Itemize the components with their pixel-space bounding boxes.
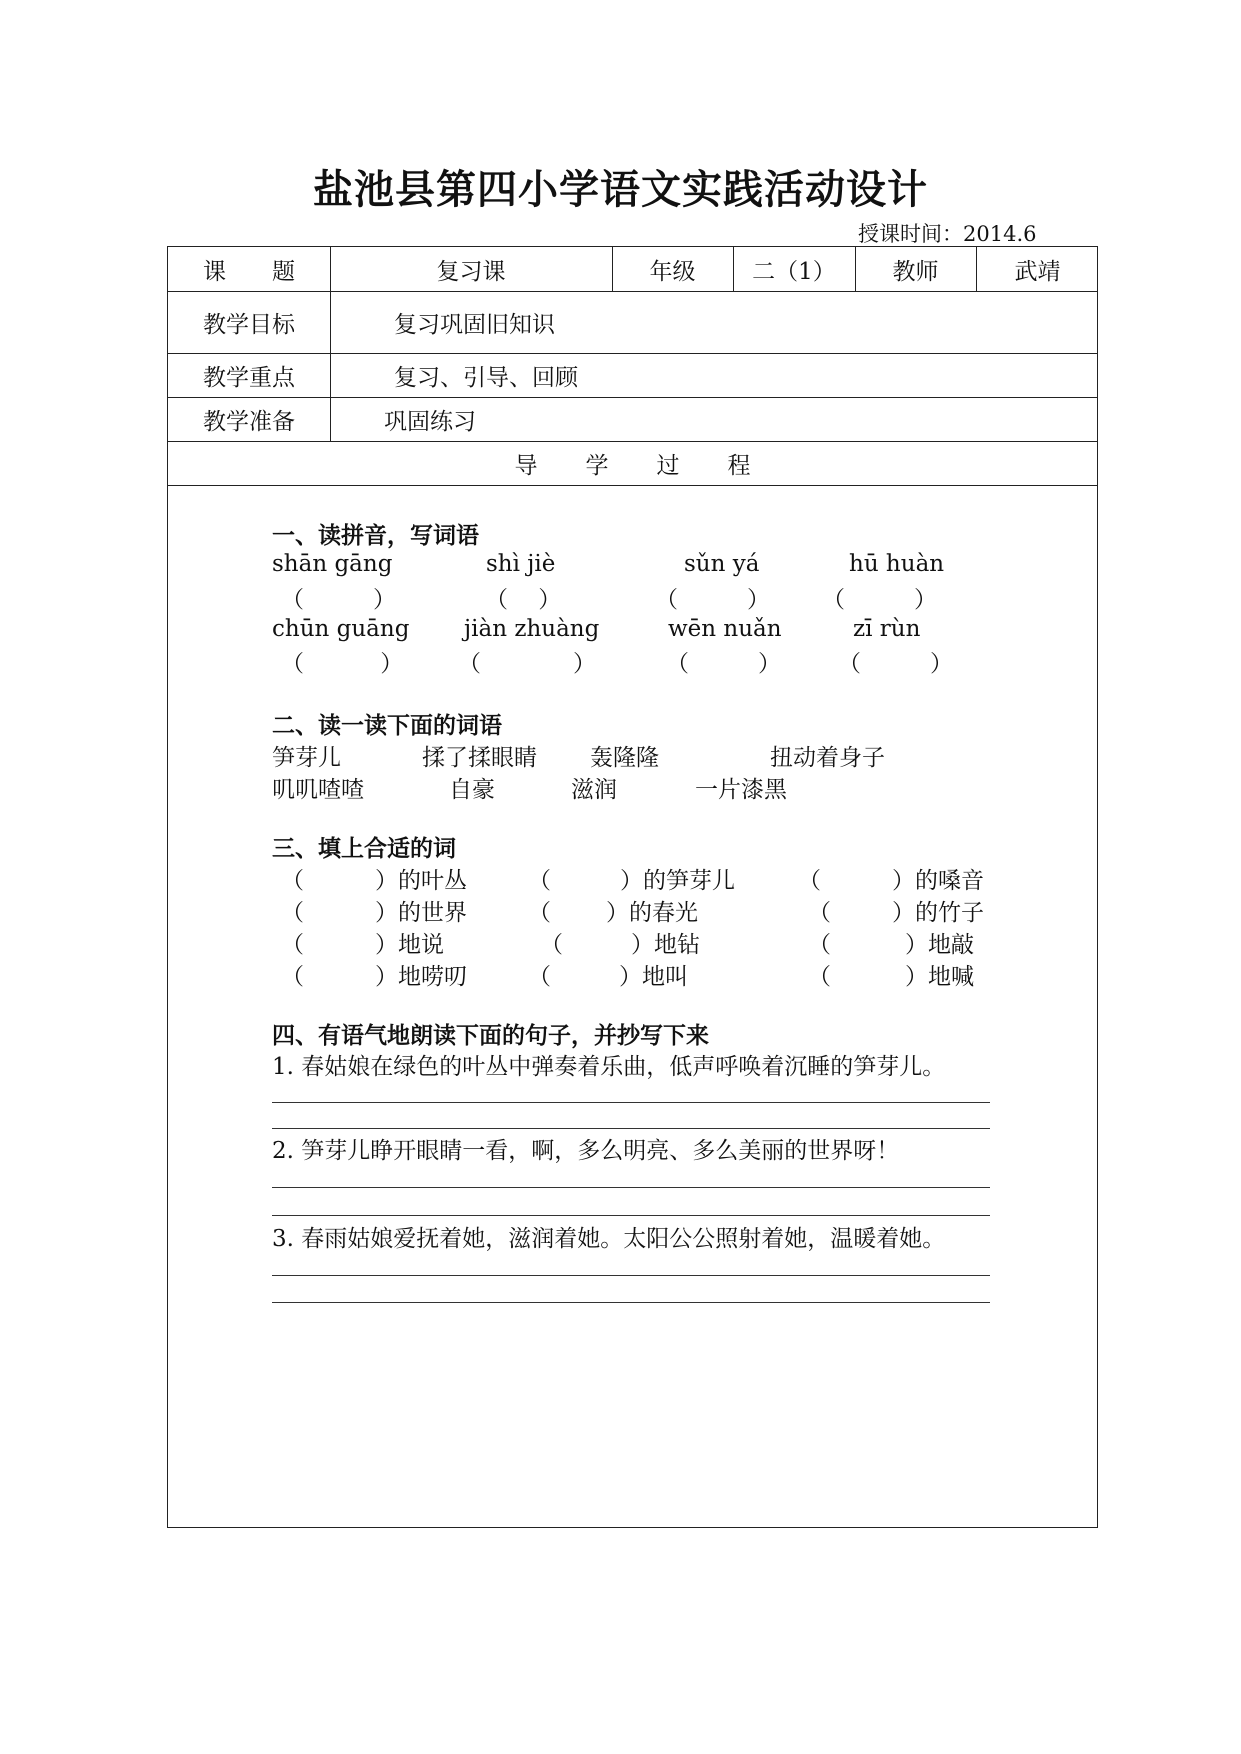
- section2-title: 二、读一读下面的词语: [272, 713, 502, 739]
- fill-phrase: ）地唠叨: [375, 964, 467, 990]
- writing-line: [272, 1102, 990, 1103]
- word: 轰隆隆: [590, 745, 659, 771]
- blank-parens: （ ）: [281, 587, 396, 613]
- word: 揉了揉眼睛: [422, 745, 537, 771]
- fill-phrase: ）的叶丛: [375, 868, 467, 894]
- blank-parens: （ ）: [666, 651, 781, 677]
- fill-phrase: ）的春光: [606, 900, 698, 926]
- section1-title: 一、读拼音，写词语: [272, 523, 479, 549]
- section3-title: 三、填上合适的词: [272, 836, 456, 862]
- page-title: 盐池县第四小学语文实践活动设计: [313, 166, 928, 213]
- prep-label: 教学准备: [203, 408, 295, 435]
- word: 笋芽儿: [272, 745, 341, 771]
- lesson-content: 一、读拼音，写词语 shān gāng shì jiè sǔn yá hū huàn （ ） （ ） （ ） （ ） chūn guāng jiàn zhuàng wēn nuǎn zī rùn （ ） （ ） （ ） （ ） 二、读一读下面的词语 笋芽儿 揉了揉眼睛 轰隆隆 扭动着身子 叽叽喳喳 自豪 滋润 一片漆黑 三、填上合适的词 （ ）的叶丛 （ ）的笋芽儿 （ ）的嗓音 （ ）的世界 （ ）的春光 （ ）的竹子 （ ）地说 （ ）地钻 （ ）地敲 （ ）地唠叨 （ ）地叫 （ ）地喊 四、有语气地朗读下面的句子，并抄写下来 1. 春姑娘在绿色的叶丛中弹奏着乐曲，低声呼唤着沉睡的笋芽儿。 2. 笋芽儿睁开眼睛一看，啊，多么明亮、多么美丽的世界呀！ 3. 春雨姑娘爱抚着她，滋润着她。太阳公公照射着她，温暖着她。: [168, 485, 1097, 1527]
- fill-phrase: ）地说: [375, 932, 444, 958]
- pinyin-6: jiàn zhuàng: [464, 616, 600, 642]
- blank-parens: （ ）: [458, 651, 596, 677]
- blank-parens: （ ）: [485, 587, 562, 613]
- fill-phrase: ）的嗓音: [892, 868, 984, 894]
- writing-line: [272, 1302, 990, 1303]
- word: 一片漆黑: [695, 777, 787, 803]
- focus-label: 教学重点: [203, 364, 295, 391]
- lesson-table: [167, 246, 1098, 1528]
- blank-parens: （ ）: [281, 651, 404, 677]
- teacher-label: 教师: [892, 258, 939, 285]
- grade-value: 二（1）: [752, 258, 836, 285]
- fill-phrase: ）地叫: [619, 964, 688, 990]
- word: 叽叽喳喳: [272, 777, 364, 803]
- blank-parens: （ ）: [838, 651, 953, 677]
- grade-label: 年级: [649, 258, 696, 285]
- pinyin-7: wēn nuǎn: [668, 616, 782, 642]
- section4-title: 四、有语气地朗读下面的句子，并抄写下来: [272, 1023, 709, 1049]
- writing-line: [272, 1128, 990, 1129]
- focus-value: 复习、引导、回顾: [394, 364, 578, 391]
- fill-phrase: ）地钻: [631, 932, 700, 958]
- word: 扭动着身子: [770, 745, 885, 771]
- goal-value: 复习巩固旧知识: [394, 311, 555, 338]
- fill-phrase: ）的竹子: [892, 900, 984, 926]
- sentence-2: 2. 笋芽儿睁开眼睛一看，啊，多么明亮、多么美丽的世界呀！: [272, 1138, 900, 1164]
- pinyin-1: shān gāng: [272, 551, 393, 577]
- pinyin-8: zī rùn: [853, 616, 921, 642]
- blank-parens: （ ）: [655, 587, 770, 613]
- blank-parens: （ ）: [822, 587, 937, 613]
- writing-line: [272, 1187, 990, 1188]
- fill-phrase: ）地喊: [905, 964, 974, 990]
- fill-phrase: ）的笋芽儿: [620, 868, 735, 894]
- teacher-value: 武靖: [1014, 258, 1061, 285]
- sentence-3: 3. 春雨姑娘爱抚着她，滋润着她。太阳公公照射着她，温暖着她。: [272, 1226, 946, 1252]
- word: 滋润: [571, 777, 617, 803]
- writing-line: [272, 1215, 990, 1216]
- fill-phrase: ）的世界: [375, 900, 467, 926]
- goal-label: 教学目标: [203, 311, 295, 338]
- lesson-date: 授课时间：2014.6: [858, 222, 1037, 246]
- topic-value: 复习课: [436, 258, 506, 285]
- fill-phrase: ）地敲: [905, 932, 974, 958]
- sentence-1: 1. 春姑娘在绿色的叶丛中弹奏着乐曲，低声呼唤着沉睡的笋芽儿。: [272, 1054, 946, 1080]
- pinyin-2: shì jiè: [486, 551, 556, 577]
- prep-value: 巩固练习: [384, 408, 476, 435]
- writing-line: [272, 1275, 990, 1276]
- topic-label: 课 题: [203, 258, 295, 285]
- word: 自豪: [449, 777, 495, 803]
- process-heading: 导 学 过 程: [514, 452, 751, 479]
- pinyin-3: sǔn yá: [684, 551, 760, 577]
- pinyin-5: chūn guāng: [272, 616, 410, 642]
- pinyin-4: hū huàn: [849, 551, 945, 577]
